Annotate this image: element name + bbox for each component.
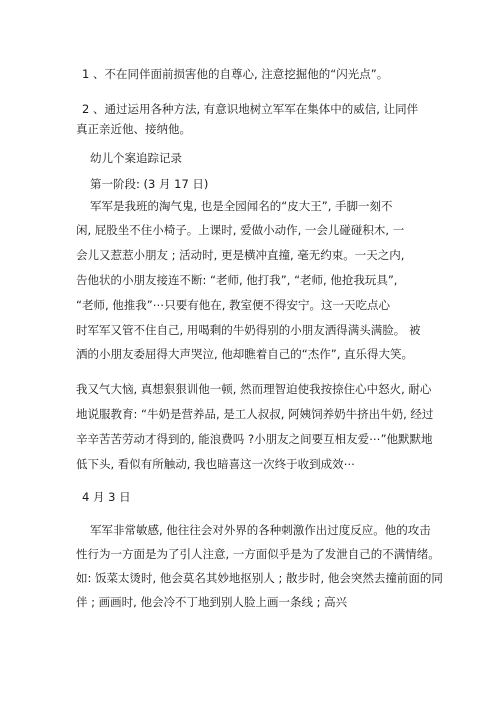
paragraph-line: 性行为一方面是为了引人注意, 一方面似乎是为了发泄自己的不满情绪。 [76, 547, 440, 561]
section-heading: 幼儿个案追踪记录 [90, 151, 182, 165]
list-item-2-line-2: 真正亲近他、接纳他。 [76, 122, 191, 136]
paragraph-line: “老师, 他推我”⋯只要有他在, 教室便不得安宁。这一天吃点心 [76, 298, 391, 312]
date-heading: 4 月 3 日 [82, 490, 131, 504]
paragraph-line: 我又气大恼, 真想狠狠训他一顿, 然而理智迫使我按捺住心中怒火, 耐心 [76, 382, 432, 396]
paragraph-line: 地说服教育: “牛奶是营养品, 是工人叔叔, 阿姨饲养奶牛挤出牛奶, 经过 [76, 407, 434, 421]
paragraph-line: 军军是我班的淘气鬼, 也是全园闻名的“皮大王”, 手脚一刻不 [90, 199, 393, 213]
list-item-1: 1 、不在同伴面前损害他的自尊心, 注意挖掘他的“闪光点”。 [82, 67, 389, 81]
paragraph-line: 军军非常敏感, 他往往会对外界的各种刺激作出过度反应。他的攻击 [90, 523, 431, 537]
stage-heading: 第一阶段: (3 月 17 日) [90, 177, 209, 191]
paragraph-line: 如: 饭菜太烫时, 他会莫名其妙地抠别人 ; 散步时, 他会突然去撞前面的同 [76, 571, 443, 585]
paragraph-line: 闲, 屁股坐不住小椅子。上课时, 爱做小动作, 一会儿碰碰积木, 一 [76, 223, 405, 237]
list-item-2-line-1: 2 、通过运用各种方法, 有意识地树立军军在集体中的威信, 让同伴 [82, 102, 419, 116]
paragraph-line: 会儿又惹惹小朋友 ; 活动时, 更是横冲直撞, 毫无约束。一天之内, [76, 248, 405, 262]
paragraph-line: 时军军又管不住自己, 用喝剩的牛奶得别的小朋友洒得满头满脸。 被 [76, 323, 421, 337]
paragraph-line: 低下头, 看似有所触动, 我也暗喜这一次终于收到成效⋯ [76, 457, 356, 471]
paragraph-line: 告他状的小朋友接连不断: “老师, 他打我”, “老师, 他抢我玩具”, [76, 273, 398, 287]
paragraph-line: 辛辛苦苦劳动才得到的, 能浪费吗 ?小朋友之间要互相友爱⋯”他默默地 [76, 432, 433, 446]
paragraph-line: 洒的小朋友委屈得大声哭泣, 他却瞧着自己的“杰作”, 直乐得大笑。 [76, 347, 414, 361]
paragraph-line: 伴 ; 画画时, 他会冷不丁地到别人脸上画一条线 ; 高兴 [76, 595, 348, 609]
